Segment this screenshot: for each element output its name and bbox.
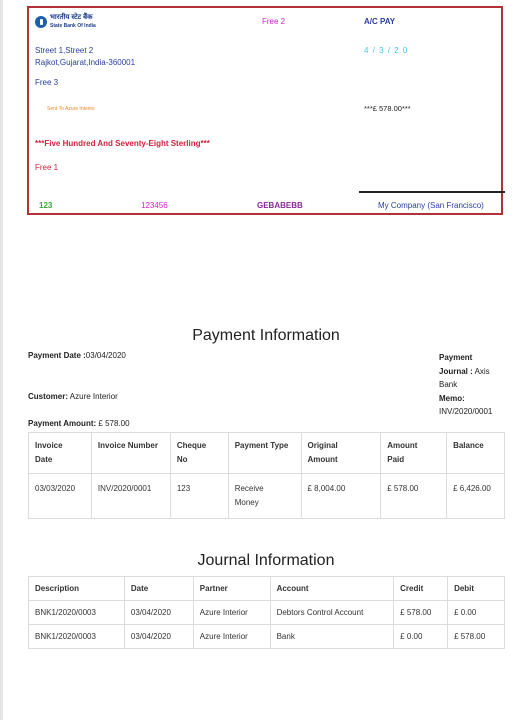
bank-name-hindi: भारतीय स्टेट बैंक xyxy=(50,14,93,21)
cell-amount-paid: £ 578.00 xyxy=(381,474,447,519)
memo-label: Memo: xyxy=(439,393,465,403)
col-debit: Debit xyxy=(448,577,505,601)
customer-label: Customer: xyxy=(28,392,69,401)
cell-cheque-no: 123 xyxy=(170,474,228,519)
cell-invoice-date: 03/03/2020 xyxy=(29,474,92,519)
amount-in-words: ***Five Hundred And Seventy-Eight Sterling*** xyxy=(35,139,210,148)
company-name: My Company (San Francisco) xyxy=(378,201,484,210)
cell-debit: £ 0.00 xyxy=(448,601,505,625)
col-account: Account xyxy=(270,577,394,601)
payment-amount xyxy=(28,419,130,428)
cheque-number: 123 xyxy=(39,201,53,210)
payment-date-value: 03/04/2020 xyxy=(85,351,126,360)
col-payment-type: Payment Type xyxy=(228,433,301,474)
journal-value-1: Axis xyxy=(474,366,490,376)
memo-value: INV/2020/0001 xyxy=(439,407,493,416)
cell-description: BNK1/2020/0003 xyxy=(29,625,125,649)
table-row xyxy=(29,474,505,519)
cell-account: Bank xyxy=(270,625,394,649)
payment-table-header xyxy=(29,433,505,474)
bank-logo-icon xyxy=(35,16,47,28)
col-partner: Partner xyxy=(193,577,270,601)
cell-partner: Azure Interior xyxy=(193,625,270,649)
table-row xyxy=(29,625,505,649)
payment-amount-value: £ 578.00 xyxy=(98,419,130,428)
payment-info-title: Payment Information xyxy=(192,327,340,344)
customer xyxy=(28,392,118,401)
cell-partner: Azure Interior xyxy=(193,601,270,625)
journal-value-2: Bank xyxy=(439,380,458,389)
col-cheque-no: Cheque No xyxy=(170,433,228,474)
account-number: 123456 xyxy=(141,201,168,210)
free2-field: Free 2 xyxy=(262,17,286,26)
col-description: Description xyxy=(29,577,125,601)
cheque-date: 4 / 3 / 2 0 xyxy=(364,46,409,55)
cell-credit: £ 578.00 xyxy=(394,601,448,625)
journal-label-2: Journal : xyxy=(439,366,473,376)
col-original-amount: Original Amount xyxy=(301,433,381,474)
bank-logo xyxy=(35,14,96,30)
payment-date xyxy=(28,351,126,360)
col-credit: Credit xyxy=(394,577,448,601)
cell-account: Debtors Control Account xyxy=(270,601,394,625)
page-left-edge xyxy=(0,0,3,720)
col-amount-paid: Amount Paid xyxy=(381,433,447,474)
free1-field: Free 1 xyxy=(35,163,59,172)
cell-original-amount: £ 8,004.00 xyxy=(301,474,381,519)
ac-pay-label: A/C PAY xyxy=(364,17,396,26)
customer-value: Azure Interior xyxy=(69,392,118,401)
col-balance: Balance xyxy=(447,433,505,474)
col-invoice-date: Invoice Date xyxy=(29,433,92,474)
ifsc-code: GEBABEBB xyxy=(257,201,303,210)
cell-debit: £ 578.00 xyxy=(448,625,505,649)
cell-balance: £ 6,426.00 xyxy=(447,474,505,519)
payment-date-label: Payment Date : xyxy=(28,351,86,360)
cell-payment-type: Receive Money xyxy=(228,474,301,519)
address-line1: Street 1,Street 2 xyxy=(35,46,94,55)
cell-credit: £ 0.00 xyxy=(394,625,448,649)
col-date: Date xyxy=(124,577,193,601)
cheque-preview xyxy=(27,6,503,215)
bank-name: State Bank Of India xyxy=(50,23,96,29)
signature-line xyxy=(359,191,505,193)
journal-table-header xyxy=(29,577,505,601)
cell-date: 03/04/2020 xyxy=(124,601,193,625)
journal-label-1: Payment xyxy=(439,353,473,362)
payment-table xyxy=(28,432,505,519)
amount-figures: ***£ 578.00*** xyxy=(364,104,411,113)
cell-description: BNK1/2020/0003 xyxy=(29,601,125,625)
payee-name: Sent To Azure Interior xyxy=(47,106,95,112)
table-row xyxy=(29,601,505,625)
cell-invoice-number: INV/2020/0001 xyxy=(91,474,170,519)
payment-amount-label: Payment Amount: xyxy=(28,419,97,428)
address-line2: Rajkot,Gujarat,India-360001 xyxy=(35,58,136,67)
free3-field: Free 3 xyxy=(35,78,59,87)
journal-table xyxy=(28,576,505,649)
col-invoice-number: Invoice Number xyxy=(91,433,170,474)
journal-info-title: Journal Information xyxy=(197,552,335,569)
journal-memo-block xyxy=(439,351,492,419)
cell-date: 03/04/2020 xyxy=(124,625,193,649)
